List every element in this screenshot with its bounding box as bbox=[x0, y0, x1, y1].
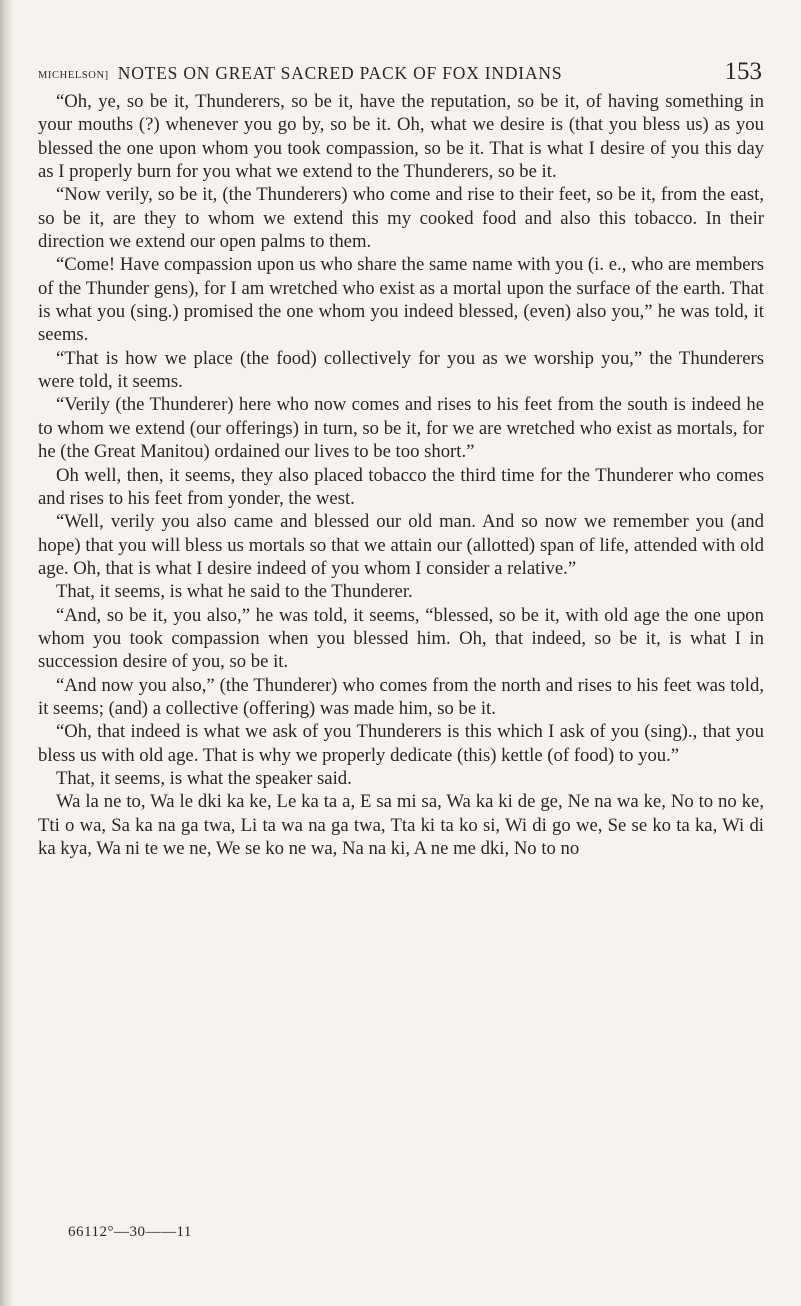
printer-signature: 66112°—30——11 bbox=[68, 1224, 192, 1240]
running-head-author: MICHELSON] bbox=[38, 70, 109, 81]
paragraph: “And now you also,” (the Thunderer) who comes from the north and rises to his feet was told, it seems; (and) a collective (offering) was made him, so be it. bbox=[38, 674, 764, 719]
running-head bbox=[38, 63, 562, 84]
running-head-title: NOTES ON GREAT SACRED PACK OF FOX INDIANS bbox=[117, 63, 563, 83]
paragraph: That, it seems, is what he said to the Thunderer. bbox=[56, 581, 413, 603]
page-number: 153 bbox=[724, 58, 762, 85]
body-text bbox=[38, 90, 764, 860]
paragraph: “Come! Have compassion upon us who share the same name with you (i. e., who are members of the Thunder gens), for I am wretched who exist as a mortal upon the surface of the earth. That is what you (sing.) promised the one whom you indeed blessed, (even) also you,” he was told, it seems. bbox=[38, 254, 764, 346]
paragraph: Wa la ne to, Wa le dki ka ke, Le ka ta a, E sa mi sa, Wa ka ki de ge, Ne na wa ke, No to no ke, Tti o wa, Sa ka na ga twa, Li ta wa na ga twa, Tta ki ta ko si, Wi di go we, Se se ko ta ka, Wi di ka kya, Wa ni te we ne, We se ko ne wa, Na na ki, A ne me dki, No to no bbox=[38, 791, 764, 859]
paragraph: “Well, verily you also came and blessed our old man. And so now we remember you (and hope) that you will bless us mortals so that we attain our (allotted) span of life, attended with old age. Oh, that is what I desire indeed of you whom I consider a relative.” bbox=[38, 511, 764, 579]
paragraph: “Oh, ye, so be it, Thunderers, so be it, have the reputation, so be it, of having something in your mouths (?) whenever you go by, so be it. Oh, what we desire is (that you bless us) as you blessed the one upon whom you took compassion, so be it. That is what I desire of you this day as I properly burn for you what we extend to the Thunderers, so be it. bbox=[38, 91, 764, 183]
paragraph: That, it seems, is what the speaker said. bbox=[56, 767, 352, 789]
page-binding-shadow bbox=[0, 0, 14, 1306]
page-header bbox=[38, 60, 762, 88]
paragraph: “That is how we place (the food) collectively for you as we worship you,” the Thunderers were told, it seems. bbox=[38, 347, 764, 393]
paragraph: Oh well, then, it seems, they also placed tobacco the third time for the Thunderer who comes and rises to his feet from yonder, the west. bbox=[38, 464, 764, 509]
paragraph: “Oh, that indeed is what we ask of you Thunderers is this which I ask of you (sing)., that you bless us with old age. That is why we properly dedicate (this) kettle (of food) to you.” bbox=[38, 721, 764, 766]
paragraph: “Now verily, so be it, (the Thunderers) who come and rise to their feet, so be it, from the east, so be it, are they to whom we extend this my cooked food and also this tobacco. In their direction we extend our open palms to them. bbox=[38, 184, 764, 253]
paragraph: “Verily (the Thunderer) here who now comes and rises to his feet from the south is indeed he to whom we extend (our offerings) in turn, so be it, for we are wretched who exist as mortals, for he (the Great Manitou) ordained our lives to be too short.” bbox=[38, 394, 764, 463]
paragraph: “And, so be it, you also,” he was told, it seems, “blessed, so be it, with old age the one upon whom you took compassion when you blessed him. Oh, that indeed, so be it, is what I in succession desire of you, so be it. bbox=[38, 604, 764, 673]
